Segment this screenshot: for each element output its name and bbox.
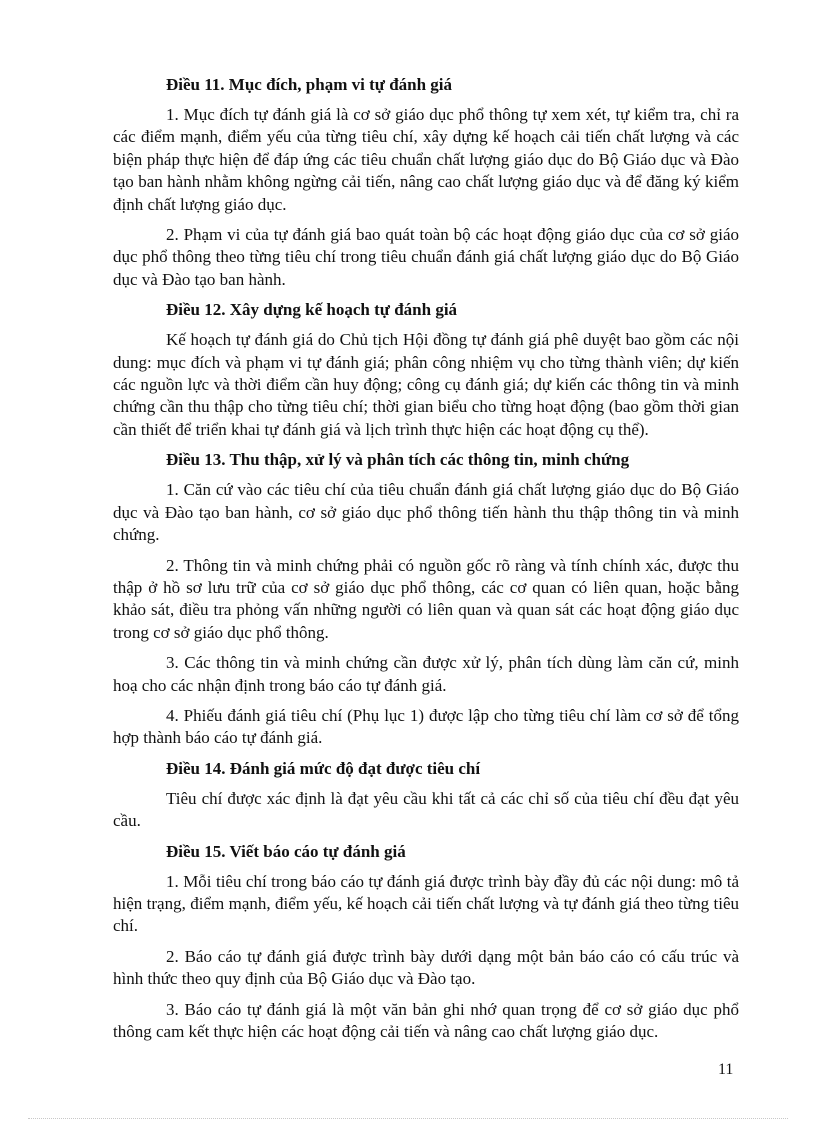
section-article-14: [113, 758, 739, 833]
section-article-11: [113, 74, 739, 291]
article-heading: Điều 13. Thu thập, xử lý và phân tích các thông tin, minh chứng: [166, 450, 630, 470]
paragraph: 3. Các thông tin và minh chứng cần được xử lý, phân tích dùng làm căn cứ, minh hoạ cho các nhận định trong báo cáo tự đánh giá.: [113, 653, 739, 695]
paragraph: 4. Phiếu đánh giá tiêu chí (Phụ lục 1) được lập cho từng tiêu chí làm cơ sở để tổng hợp thành báo cáo tự đánh giá.: [113, 705, 739, 748]
article-heading: Điều 15. Viết báo cáo tự đánh giá: [166, 841, 406, 861]
section-article-13: [113, 449, 739, 749]
document-page: [113, 74, 739, 1051]
paragraph: 1. Căn cứ vào các tiêu chí của tiêu chuẩn đánh giá chất lượng giáo dục do Bộ Giáo dục và Đào tạo ban hành, cơ sở giáo dục phổ thông tiến hành thu thập thông tin và minh chứng.: [113, 480, 739, 545]
paragraph: 2. Phạm vi của tự đánh giá bao quát toàn bộ các hoạt động giáo dục của cơ sở giáo dục phổ thông theo từng tiêu chí trong tiêu chuẩn đánh giá chất lượng giáo dục do Bộ Giáo dục và Đào tạo ban hành.: [113, 225, 739, 289]
paragraph: 2. Báo cáo tự đánh giá được trình bày dưới dạng một bản báo cáo có cấu trúc và hình thức theo quy định của Bộ Giáo dục và Đào tạo.: [113, 946, 739, 989]
paragraph: 1. Mục đích tự đánh giá là cơ sở giáo dục phổ thông tự xem xét, tự kiểm tra, chỉ ra các điểm mạnh, điểm yếu của từng tiêu chí, xây dựng kế hoạch cải tiến chất lượng và các biện pháp thực hiện để đáp ứng các tiêu chuẩn chất lượng giáo dục do Bộ Giáo dục và Đào tạo ban hành nhằm không ngừng cải tiến, nâng cao chất lượng giáo dục và để đăng ký kiểm định chất lượng giáo dục.: [113, 105, 739, 214]
page-bottom-divider: [28, 1118, 788, 1119]
paragraph: 2. Thông tin và minh chứng phải có nguồn gốc rõ ràng và tính chính xác, được thu thập ở hồ sơ lưu trữ của cơ sở giáo dục phổ thông, các cơ quan có liên quan, hoặc bằng khảo sát, điều tra phỏng vấn những người có liên quan và quan sát các hoạt động giáo dục trong cơ sở giáo dục phổ thông.: [113, 555, 739, 642]
page-number: 11: [718, 1061, 734, 1078]
article-heading: Điều 11. Mục đích, phạm vi tự đánh giá: [166, 75, 453, 94]
paragraph: Kế hoạch tự đánh giá do Chủ tịch Hội đồng tự đánh giá phê duyệt bao gồm các nội dung: mục đích và phạm vi tự đánh giá; phân công nhiệm vụ cho từng thành viên; dự kiến các nguồn lực và thời điểm cần huy động; công cụ đánh giá; dự kiến các thông tin và minh chứng cần thu thập cho từng tiêu chí; thời gian biểu cho từng hoạt động (bao gồm thời gian cần thiết để triển khai tự đánh giá và lịch trình thực hiện các hoạt động cụ thể).: [113, 330, 739, 439]
paragraph: Tiêu chí được xác định là đạt yêu cầu khi tất cả các chỉ số của tiêu chí đều đạt yêu cầu.: [113, 788, 739, 831]
section-article-15: [113, 841, 739, 1044]
article-heading: Điều 12. Xây dựng kế hoạch tự đánh giá: [166, 300, 458, 320]
paragraph: 1. Mỗi tiêu chí trong báo cáo tự đánh giá được trình bày đầy đủ các nội dung: mô tả hiện trạng, điểm mạnh, điểm yếu, kế hoạch cải tiến chất lượng và tự đánh giá theo từng tiêu chí.: [113, 871, 739, 936]
paragraph: 3. Báo cáo tự đánh giá là một văn bản ghi nhớ quan trọng để cơ sở giáo dục phổ thông cam kết thực hiện các hoạt động cải tiến và nâng cao chất lượng giáo dục.: [113, 999, 739, 1041]
article-heading: Điều 14. Đánh giá mức độ đạt được tiêu chí: [166, 758, 481, 778]
section-article-12: [113, 299, 739, 441]
